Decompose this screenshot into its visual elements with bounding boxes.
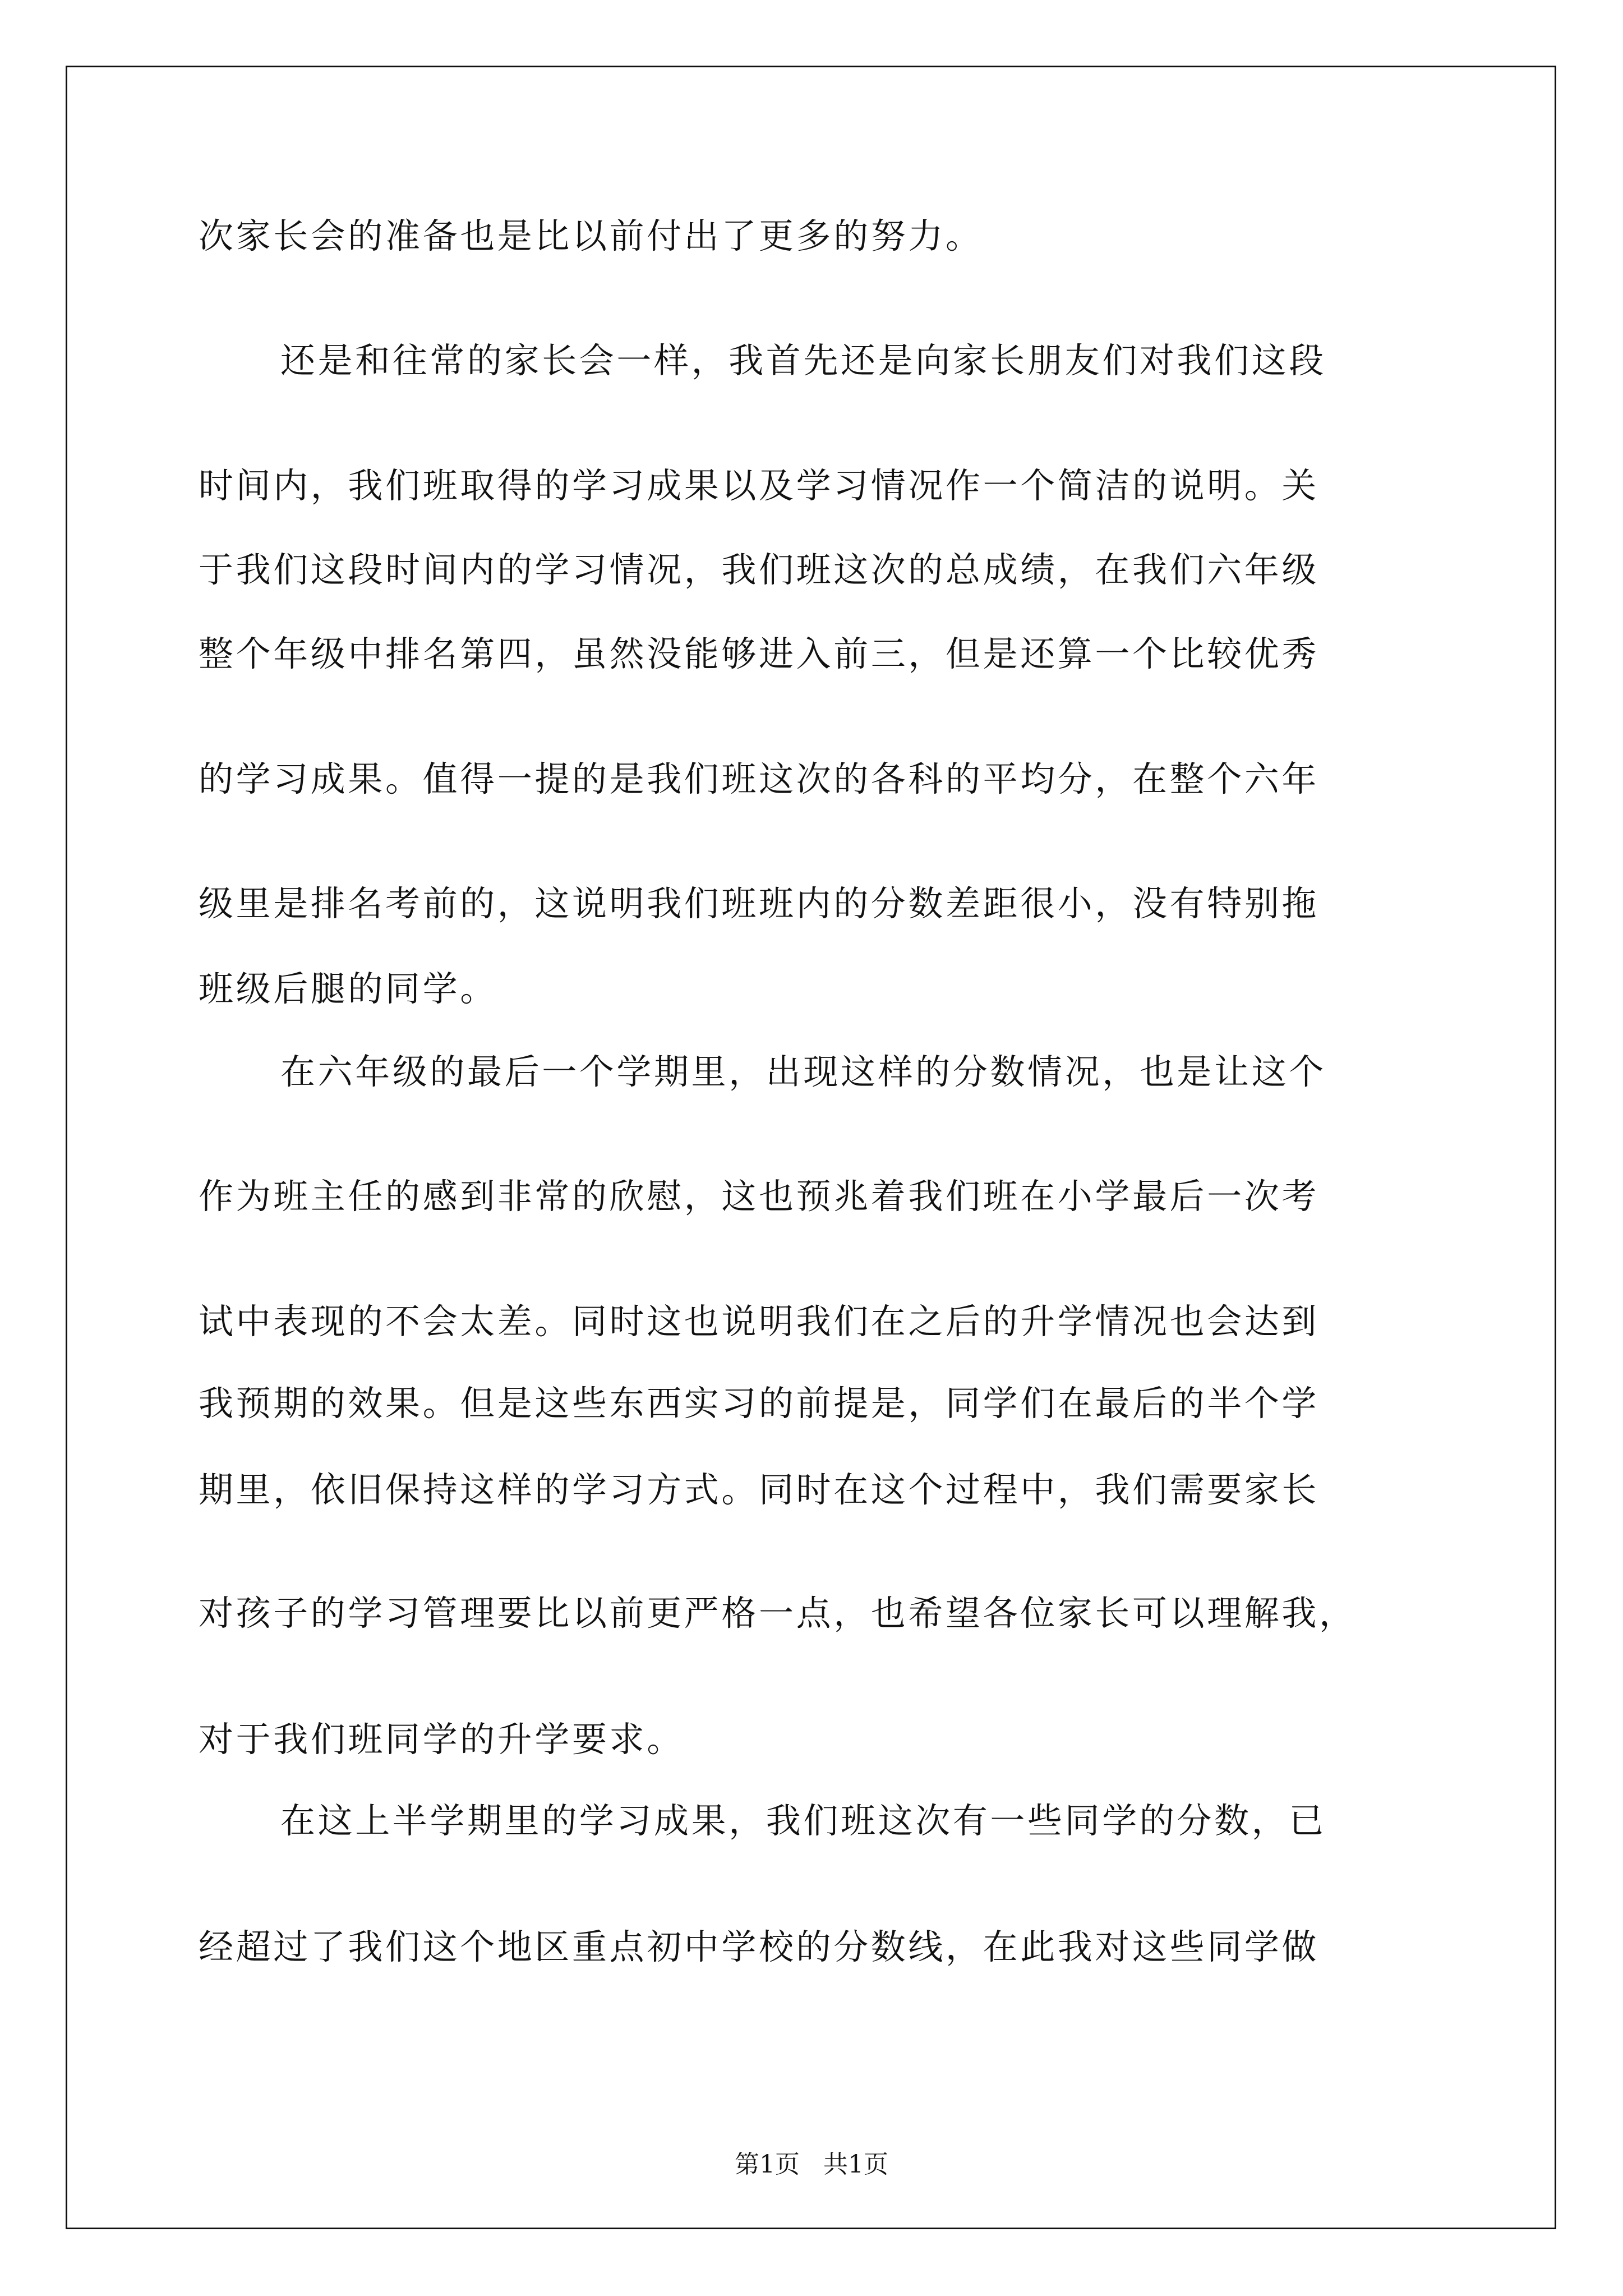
text-line: 于我们这段时间内的学习情况，我们班这次的总成绩，在我们六年级 [199, 549, 1320, 590]
text-line: 作为班主任的感到非常的欣慰，这也预兆着我们班在小学最后一次考 [199, 1176, 1320, 1217]
text-line: 次家长会的准备也是比以前付出了更多的努力。 [199, 215, 983, 256]
text-line: 在六年级的最后一个学期里，出现这样的分数情况，也是让这个 [280, 1051, 1326, 1092]
text-line: 试中表现的不会太差。同时这也说明我们在之后的升学情况也会达到 [199, 1301, 1320, 1342]
text-line: 我预期的效果。但是这些东西实习的前提是，同学们在最后的半个学 [199, 1383, 1320, 1424]
text-line: 整个年级中排名第四，虽然没能够进入前三，但是还算一个比较优秀 [199, 633, 1320, 674]
text-line: 对于我们班同学的升学要求。 [199, 1719, 684, 1760]
page-footer: 第1页 共1页 [735, 2150, 888, 2179]
text-line: 在这上半学期里的学习成果，我们班这次有一些同学的分数，已 [280, 1800, 1326, 1841]
text-line: 经超过了我们这个地区重点初中学校的分数线，在此我对这些同学做 [199, 1926, 1320, 1967]
text-line: 级里是排名考前的，这说明我们班班内的分数差距很小，没有特别拖 [199, 883, 1320, 924]
text-line: 还是和往常的家长会一样，我首先还是向家长朋友们对我们这段 [280, 340, 1326, 381]
text-line: 对孩子的学习管理要比以前更严格一点，也希望各位家长可以理解我， [199, 1593, 1357, 1634]
text-line: 班级后腿的同学。 [199, 968, 497, 1009]
text-line: 的学习成果。值得一提的是我们班这次的各科的平均分，在整个六年 [199, 758, 1320, 799]
text-line: 时间内，我们班取得的学习成果以及学习情况作一个简洁的说明。关 [199, 465, 1320, 506]
text-line: 期里，依旧保持这样的学习方式。同时在这个过程中，我们需要家长 [199, 1469, 1320, 1510]
page-border [66, 66, 1556, 2229]
